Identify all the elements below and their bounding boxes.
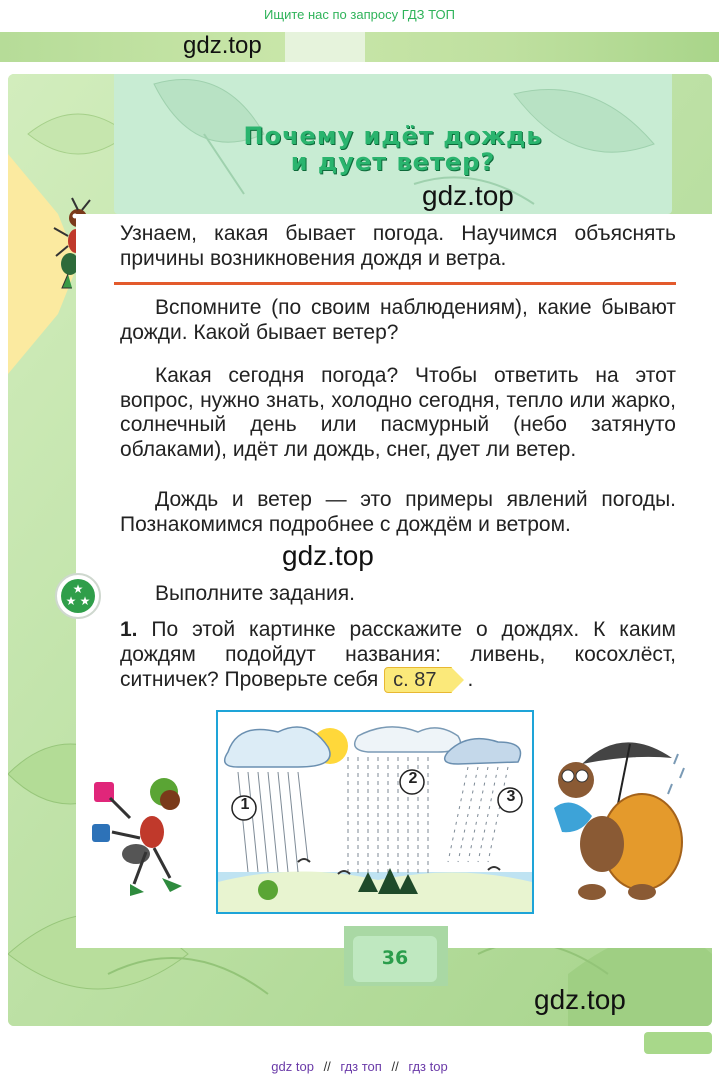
lesson-header	[114, 74, 672, 214]
promo-text[interactable]: Ищите нас по запросу ГДЗ ТОП	[264, 7, 455, 22]
paragraph-weather: Какая сегодня погода? Чтобы ответить на этот вопрос, нужно знать, холодно сегодня, тепло или жарко, солнечный день или пасмурный (небо затянуто облаками), идёт ли дождь, снег, дует ли ветер.	[120, 364, 676, 461]
footer-link-3[interactable]: гдз top	[408, 1059, 448, 1074]
lesson-title-line1: Почему идёт дождь	[243, 122, 543, 150]
svg-text:★: ★	[72, 582, 84, 596]
label-rain-3: 3	[506, 788, 516, 805]
task-1-text: По этой картинке расскажите о дождях. К каким дождям подойдут названия: ливень, косохлёст, ситничек? Проверьте себя	[120, 618, 676, 691]
footer-link-1[interactable]: gdz top	[271, 1059, 314, 1074]
tasks-heading: Выполните задания.	[155, 582, 355, 605]
previous-page-strip	[0, 32, 719, 62]
watermark: gdz.top	[534, 984, 626, 1015]
label-rain-2: 2	[408, 770, 418, 787]
previous-page-tab	[285, 32, 365, 62]
next-page-tab	[644, 1032, 712, 1054]
footer-separator: //	[391, 1059, 399, 1074]
task-1-number: 1.	[120, 618, 138, 641]
footer-separator: //	[323, 1059, 331, 1074]
top-banner	[0, 0, 719, 32]
rain-scene	[218, 712, 532, 912]
watermark: gdz.top	[183, 32, 262, 59]
task-1-end: .	[467, 668, 474, 691]
footer-links	[0, 1052, 719, 1084]
intro-text: Узнаем, какая бывает погода. Научимся объяснять причины возникновения дождя и ветра.	[120, 222, 676, 270]
ant-with-cups-icon	[90, 768, 220, 908]
svg-text:★: ★	[79, 594, 91, 608]
task-1	[120, 618, 676, 693]
next-page-strip	[8, 1032, 712, 1052]
textbook-page	[8, 74, 712, 1026]
paragraph-phenomena: Дождь и ветер — это примеры явлений погоды. Познакомимся подробнее с дождём и ветром.	[120, 488, 676, 536]
watermark: gdz.top	[282, 540, 374, 571]
rain-illustration	[216, 710, 534, 914]
page-reference-badge[interactable]: с. 87	[384, 667, 451, 693]
label-rain-1: 1	[240, 796, 250, 813]
watermark: gdz.top	[422, 180, 514, 211]
svg-text:★: ★	[65, 594, 77, 608]
footer-link-2[interactable]: гдз топ	[340, 1059, 382, 1074]
turtle-with-umbrella-icon	[542, 724, 692, 904]
orange-divider	[114, 282, 676, 285]
page-number: 36	[353, 936, 437, 982]
question-text: Вспомните (по своим наблюдениям), какие бывают дожди. Какой бывает ветер?	[120, 296, 676, 344]
lesson-title-line2: и дует ветер?	[290, 148, 496, 176]
tasks-stars-icon	[55, 573, 101, 619]
